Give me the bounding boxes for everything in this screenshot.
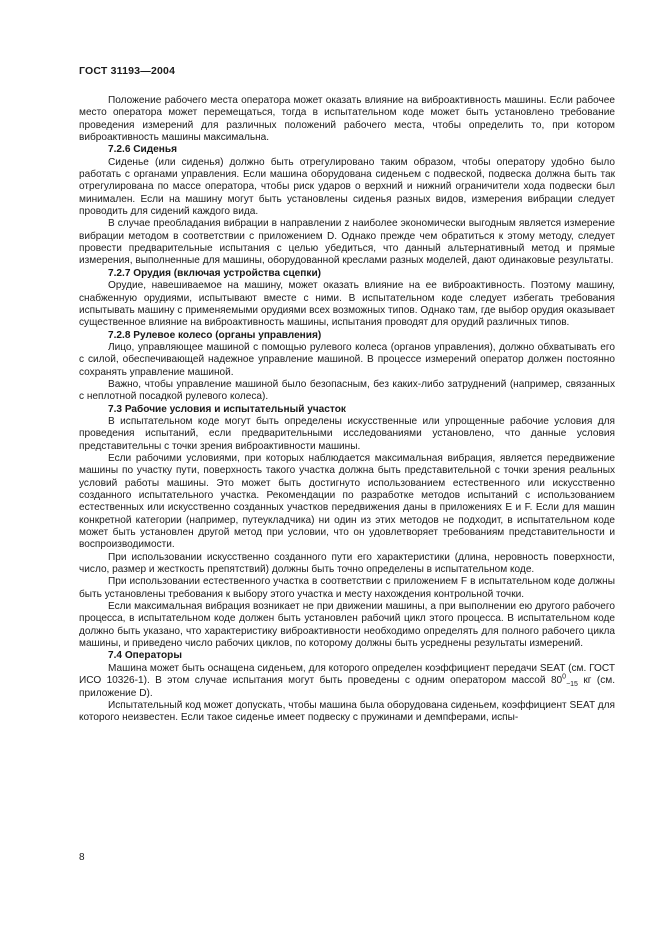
paragraph: Если рабочими условиями, при которых наблюдается максимальная вибрация, является передвижение машины по участку пути, поверхность такого участка должна быть представительной с точки зрения реальных условий работы машины. Это может быть достигнуто использованием естественного или искусственно созданного испытательного участка. Рекомендации по разработке методов испытаний с использованием естественных или искусственно созданных участков передвижения даны в приложениях Е и F. Если для машин конкретной категории (например, путеукладчика) ни один из этих методов не подходит, в испытательном коде может быть установлен другой метод при условии, что он удовлетворяет требованиям представительности и воспроизводимости. (79, 452, 615, 551)
paragraph: Положение рабочего места оператора может оказать влияние на виброактивность машины. Если рабочее место оператора может перемещаться, тогда в испытательном коде может быть установлено требование проведения измерений для различных положений рабочего места, чтобы определить то, при котором виброактивность машины максимальна. (79, 95, 615, 144)
paragraph: При использовании искусственно созданного пути его характеристики (длина, неровность поверхности, число, размер и жесткость препятствий) должны быть точно определены в испытательном коде. (79, 551, 615, 576)
paragraph: В испытательном коде могут быть определены искусственные или упрощенные рабочие условия для проведения испытаний, если предварительными исследованиями установлено, что данные условия представительны с точки зрения виброактивности машины. (79, 415, 615, 452)
paragraph: Испытательный код может допускать, чтобы машина была оборудована сиденьем, коэффициент SEAT для которого неизвестен. Если такое сиденье имеет подвеску с пружинами и демпферами, испы- (79, 699, 615, 724)
paragraph: Важно, чтобы управление машиной было безопасным, без каких-либо затруднений (например, связанных с неплотной посадкой рулевого колеса). (79, 378, 615, 403)
paragraph: При использовании естественного участка в соответствии с приложением F в испытательном коде должны быть установлены требования к выбору этого участка и месту нахождения контрольной точки. (79, 576, 615, 600)
document-body (79, 95, 615, 725)
section-heading-7-2-6: 7.2.6 Сиденья (108, 144, 177, 156)
page-number: 8 (79, 852, 85, 863)
paragraph: В случае преобладания вибрации в направлении z наиболее экономически выгодным является измерение вибрации методом в соответствии с приложением D. Однако прежде чем обратиться к этому методу, следует провести предварительные испытания с целью убедиться, что данный альтернативный метод и прямые измерения, выполненные для машины, оборудованной креслами разных моделей, дают одинаковые результаты. (79, 218, 615, 267)
paragraph: Сиденье (или сиденья) должно быть отрегулировано таким образом, чтобы оператору удобно было работать с органами управления. Если машина оборудована сиденьем с подвеской, подвеска должна быть так отрегулирована по массе оператора, чтобы риск ударов о верхний и нижний ограничители хода подвески был минимален. Если на машину могут быть установлены сиденья разных видов, измерения вибрации следует проводить для сидений каждого вида. (79, 156, 615, 218)
section-heading-7-2-7: 7.2.7 Орудия (включая устройства сцепки) (108, 267, 322, 279)
mass-tolerance-lower: −15 (566, 681, 578, 689)
paragraph-text: кг (см. приложение D). (79, 675, 616, 699)
paragraph (79, 663, 615, 700)
paragraph-text: Машина может быть оснащена сиденьем, для которого определен коэффициент передачи SEAT (см. ГОСТ ИСО 10326-1). В этом случае испытания могут быть проведены с одним оператором массой 80 (79, 662, 615, 687)
mass-tolerance-upper: 0 (562, 673, 567, 681)
paragraph: Если максимальная вибрация возникает не при движении машины, а при выполнении ею другого рабочего процесса, в испытательном коде должен быть установлен рабочий цикл этого процесса. В испытательном коде должно быть указано, что характеристику виброактивности необходимо определять для полного рабочего цикла машины, и приведено число рабочих циклов, по которому должны быть усреднены результаты измерений. (79, 601, 615, 650)
paragraph: Орудие, навешиваемое на машину, может оказать влияние на ее виброактивность. Поэтому машину, снабженную орудиями, испытывают вместе с ними. В испытательном коде следует избегать требования испытывать машину с применяемыми орудиями всех возможных типов. Однако там, где выбор орудия оказывает существенное влияние на виброактивность машины, испытания проводят для орудий различных типов. (79, 280, 615, 329)
section-heading-7-4: 7.4 Операторы (108, 650, 182, 662)
section-heading-7-3: 7.3 Рабочие условия и испытательный участок (108, 403, 346, 415)
paragraph: Лицо, управляющее машиной с помощью рулевого колеса (органов управления), должно обхватывать его с силой, обеспечивающей надежное управление машиной. В процессе измерений оператор должен постоянно сохранять управление машиной. (79, 341, 615, 378)
section-heading-7-2-8: 7.2.8 Рулевое колесо (органы управления) (108, 329, 322, 341)
document-header: ГОСТ 31193—2004 (79, 65, 176, 77)
